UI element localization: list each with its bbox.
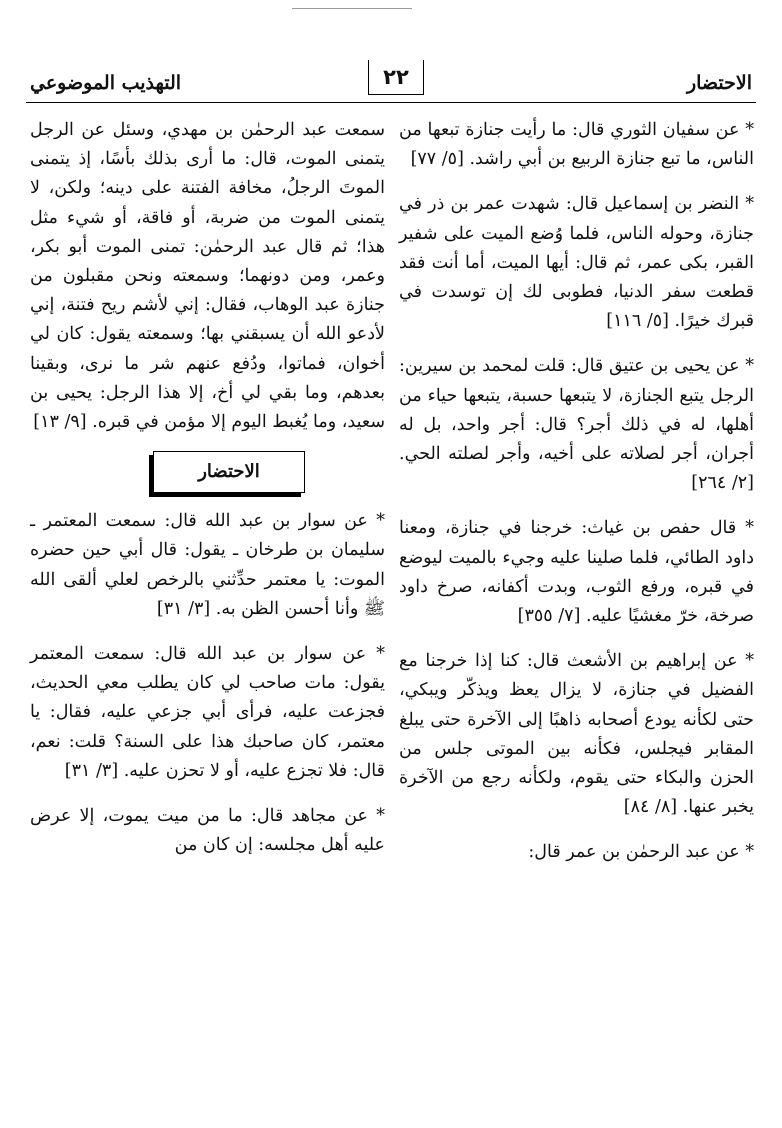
narration-entry: * عن سوار بن عبد الله قال: سمعت المعتمر ـ سليمان بن طرخان ـ يقول: قال أبي حين حضره الموت: يا معتمر حدِّثني بالرخص لعلي ألقى الله ﷺ وأنا أحسن الظن به. [٣/ ٣١] [30,511,385,619]
narration-entry: * النضر بن إسماعيل قال: شهدت عمر بن ذر في جنازة، وحوله الناس، فلما وُضع الميت على شفير القبر، بكى عمر، ثم قال: أيها الميت، أما أنت فقد قطعت سفر الدنيا، فطوبى لك إن توسدت في قبرك خيرًا. [٥/ ١١٦] [399,194,754,332]
narration-entry: * عن عبد الرحمٰن بن عمر قال: [528,842,754,863]
left-column [30,116,385,860]
narration-entry: * عن مجاهد قال: ما من ميت يموت، إلا عرض عليه أهل مجلسه: إن كان من [30,806,385,856]
right-column [399,116,754,868]
page-number-box [351,58,441,96]
header-chapter-title: الاحتضار [686,72,752,94]
top-decorative-rule [292,8,412,9]
section-heading: الاحتضار [198,461,260,483]
narration-entry: * عن سوار بن عبد الله قال: سمعت المعتمر يقول: مات صاحب لي كان يطلب معي الحديث، فجزعت عليه، فرأى أبي جزعي عليه، فقال: يا معتمر، كان صاحبك هذا على السنة؟ قلت: نعم، قال: فلا تجزع عليه، أو لا تحزن عليه. [٣/ ٣١] [30,644,385,781]
section-heading-box [153,451,305,493]
narration-entry: * عن يحيى بن عتيق قال: قلت لمحمد بن سيرين: الرجل يتبع الجنازة، لا يتبعها حسبة، يتبعها حياء من أهلها، له في ذلك أجر؟ قال: أجر واحد، بل له أجران، أجر لصلاته على أخيه، وأجر لصلته الحي. [٢/ ٢٦٤] [399,356,754,494]
narration-entry: * عن سفيان الثوري قال: ما رأيت جنازة تبعها من الناس، ما تبع جنازة الربيع بن أبي راشد. [٥/ ٧٧] [399,120,754,170]
narration-continuation: سمعت عبد الرحمٰن بن مهدي، وسئل عن الرجل يتمنى الموت، قال: ما أرى بذلك بأسًا، إذ يتمنى الموتَ الرجلُ، مخافة الفتنة على دينه؛ ولكن، لا يتمنى الموت من ضربة، أو فاقة، أو شيء مثل هذا؛ ثم قال عبد الرحمٰن: تمنى الموت أبو بكر، وعمر، ومن دونهما؛ وسمعته ونحن مقبلون من جنازة عبد الوهاب، فقال: إني لأشم ريح فتنة، إني لأدعو الله أن يسبقني بها؛ وسمعته يقول: كان لي أخوان، فماتوا، ودُفع عنهم شر ما نرى، وبقينا بعدهم، وما بقي لي أخ، إلا هذا الرجل: يحيى بن سعيد، وما يُغبط اليوم إلا مؤمن في قبره. [٩/ ١٣] [30,120,385,433]
page-number: ٢٢ [368,60,424,95]
narration-entry: * قال حفص بن غياث: خرجنا في جنازة، ومعنا داود الطائي، فلما صلينا عليه وجيء بالميت ليوضع في قبره، ورفع الثوب، وبدت أكفانه، صرخ داود صرخة، خرّ مغشيًا عليه. [٧/ ٣٥٥] [399,518,754,627]
header-book-title: التهذيب الموضوعي [30,72,182,94]
running-header [26,58,756,103]
narration-entry: * عن إبراهيم بن الأشعث قال: كنا إذا خرجنا مع الفضيل في جنازة، لا يزال يعظ ويذكّر ويبكي، حتى لكأنه يودع أصحابه ذاهبًا إلى الآخرة حتى يبلغ المقابر فيجلس، فكأنه بين الموتى جلس من الحزن والبكاء حتى يقوم، ولكأنه رجع من الآخرة يخبر عنها. [٨/ ٨٤] [399,651,754,818]
